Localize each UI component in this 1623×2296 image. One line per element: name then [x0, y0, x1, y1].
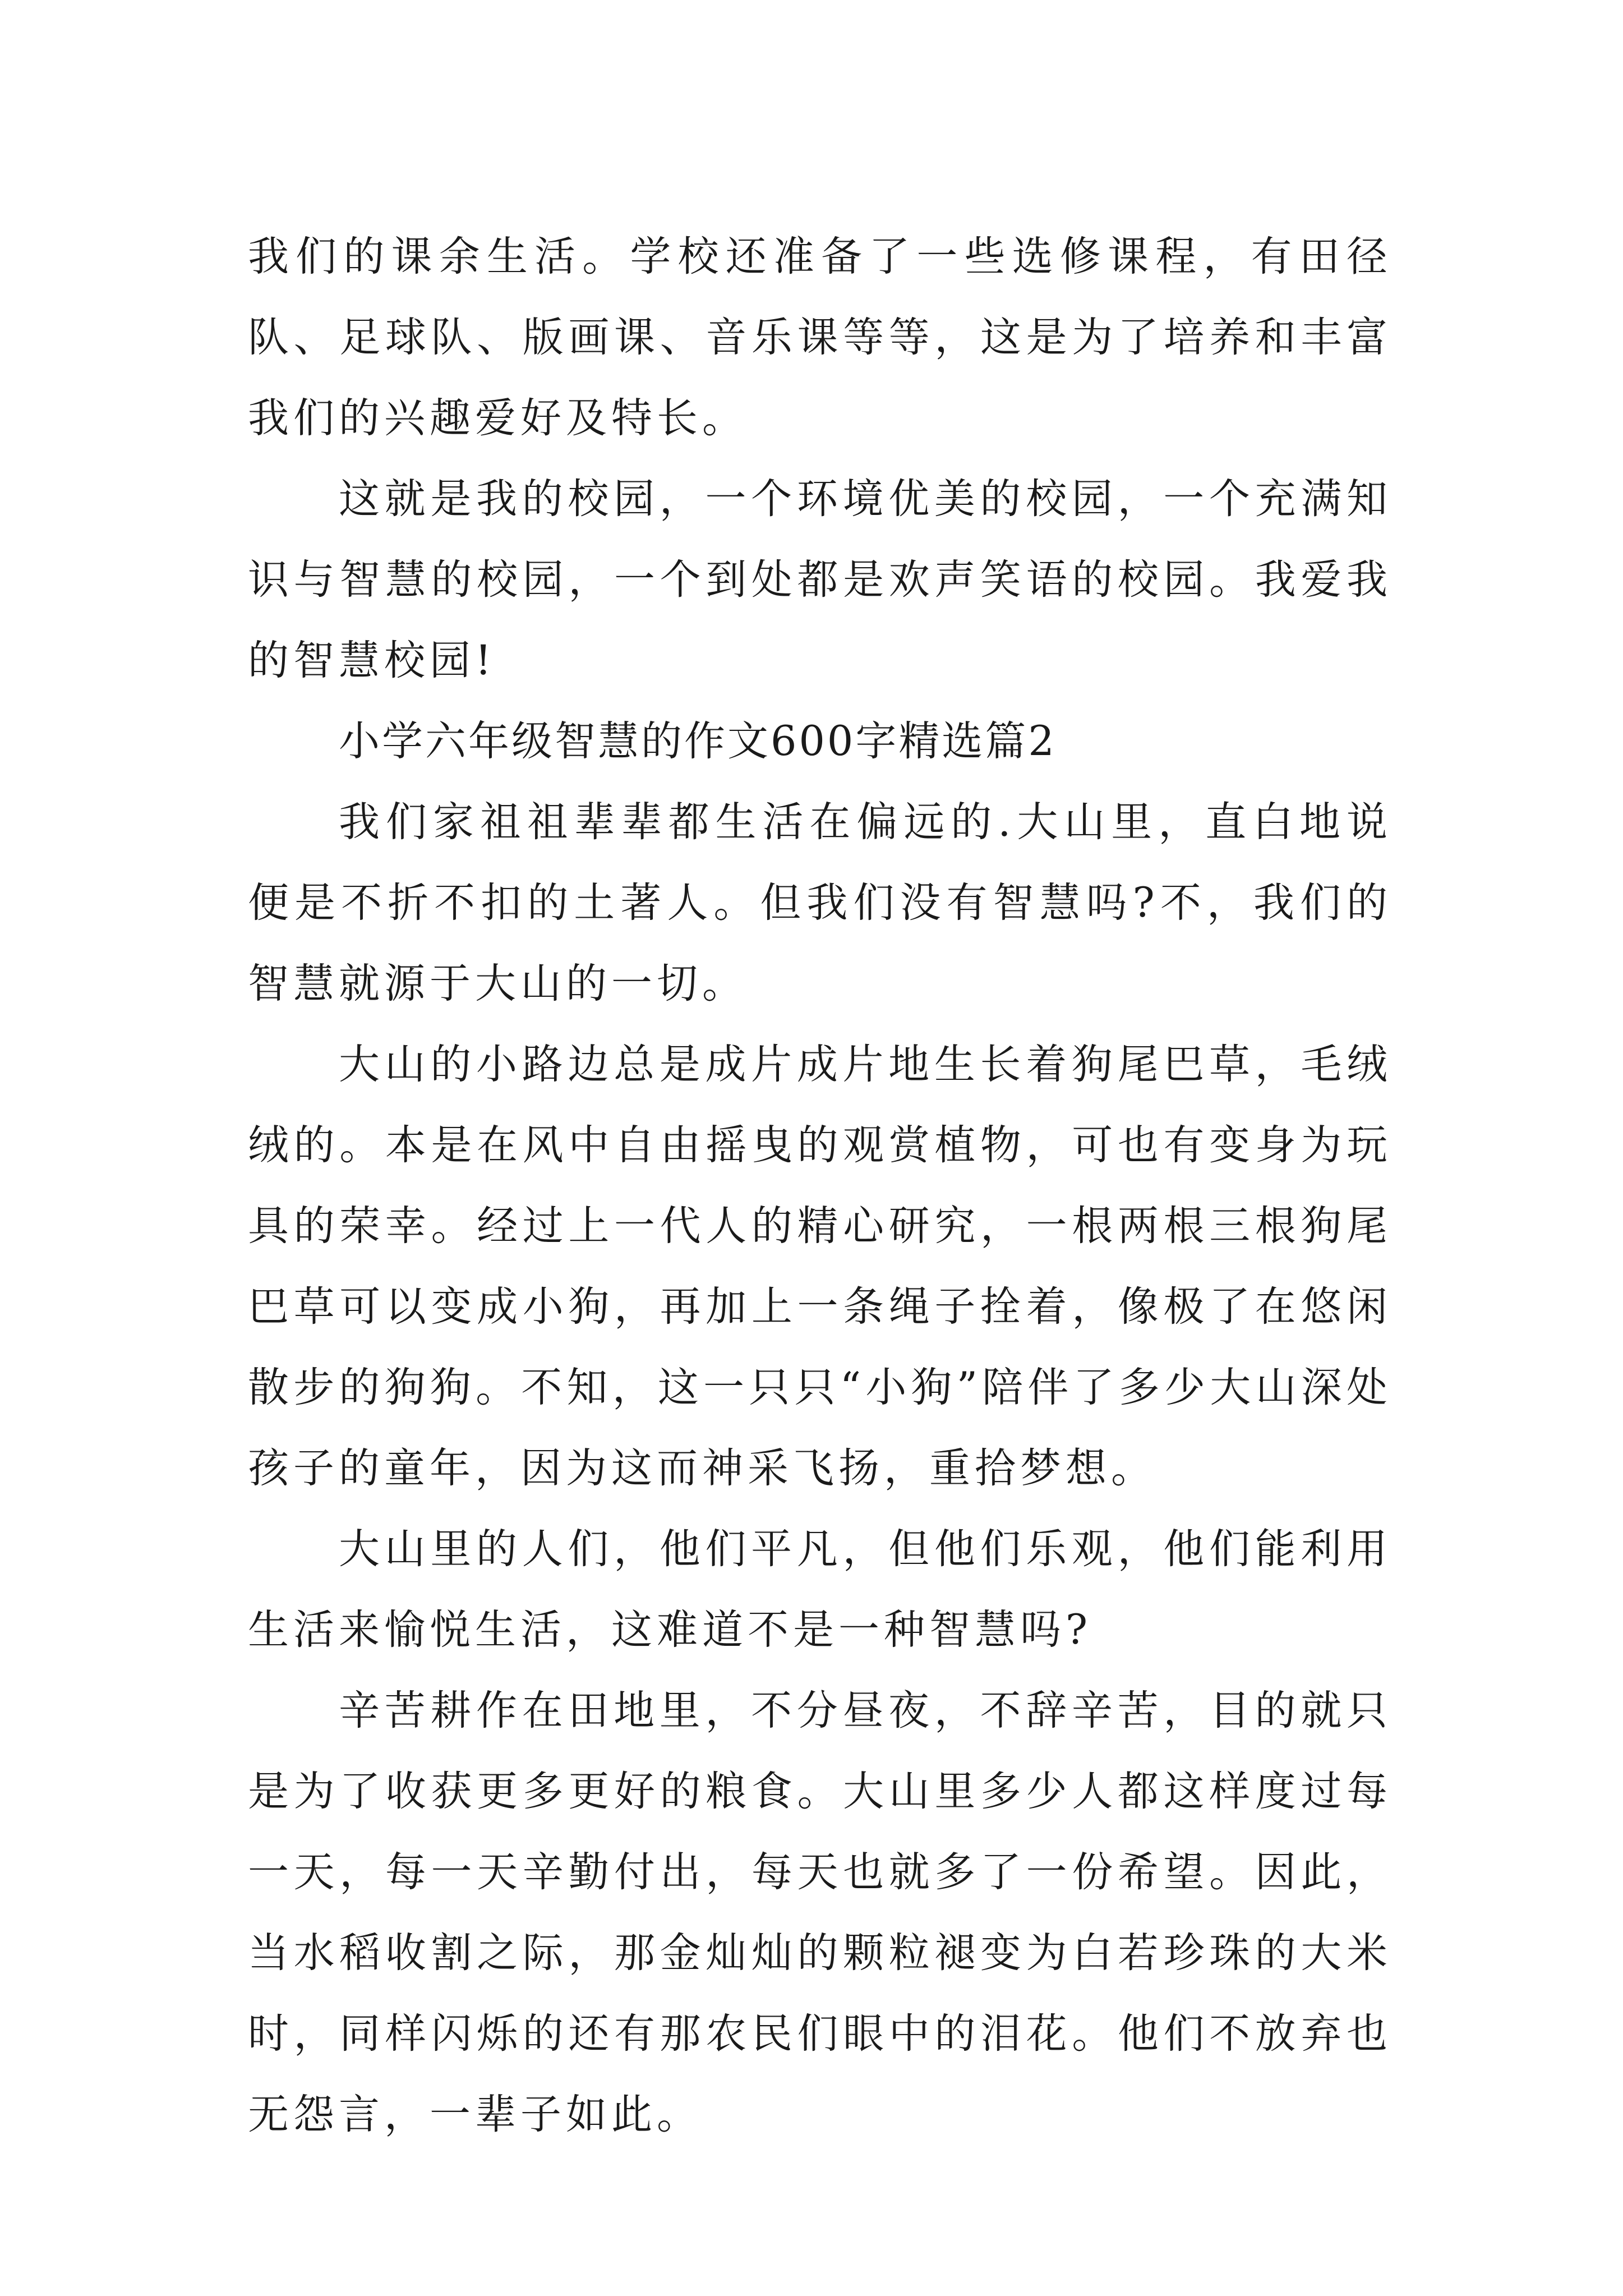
paragraph: 这就是我的校园，一个环境优美的校园，一个充满知识与智慧的校园，一个到处都是欢声笑语的校园。我爱我的智慧校园!	[248, 475, 1392, 684]
paragraph: 大山的小路边总是成片成片地生长着狗尾巴草，毛绒绒的。本是在风中自由摇曳的观赏植物，可也有变身为玩具的荣幸。经过上一代人的精心研究，一根两根三根狗尾巴草可以变成小狗，再加上一条绳子拴着，像极了在悠闲散步的狗狗。不知，这一只只“小狗”陪伴了多少大山深处孩子的童年，因为这而神采飞扬，重拾梦想。	[248, 1041, 1392, 1492]
paragraph: 辛苦耕作在田地里，不分昼夜，不辞辛苦，目的就只是为了收获更多更好的粮食。大山里多少人都这样度过每一天，每一天辛勤付出，每天也就多了一份希望。因此，当水稻收割之际，那金灿灿的颗粒褪变为白若珍珠的大米时，同样闪烁的还有那农民们眼中的泪花。他们不放弃也无怨言，一辈子如此。	[248, 1687, 1392, 2138]
document-page	[248, 217, 1392, 2155]
paragraph: 我们家祖祖辈辈都生活在偏远的.大山里，直白地说便是不折不扣的土著人。但我们没有智慧吗?不，我们的智慧就源于大山的一切。	[248, 798, 1392, 1007]
paragraph-continued: 我们的课余生活。学校还准备了一些选修课程，有田径队、足球队、版画课、音乐课等等，这是为了培养和丰富我们的兴趣爱好及特长。	[248, 233, 1392, 442]
paragraph: 大山里的人们，他们平凡，但他们乐观，他们能利用生活来愉悦生活，这难道不是一种智慧吗?	[248, 1525, 1392, 1654]
section-heading: 小学六年级智慧的作文600字精选篇2	[339, 717, 1057, 765]
